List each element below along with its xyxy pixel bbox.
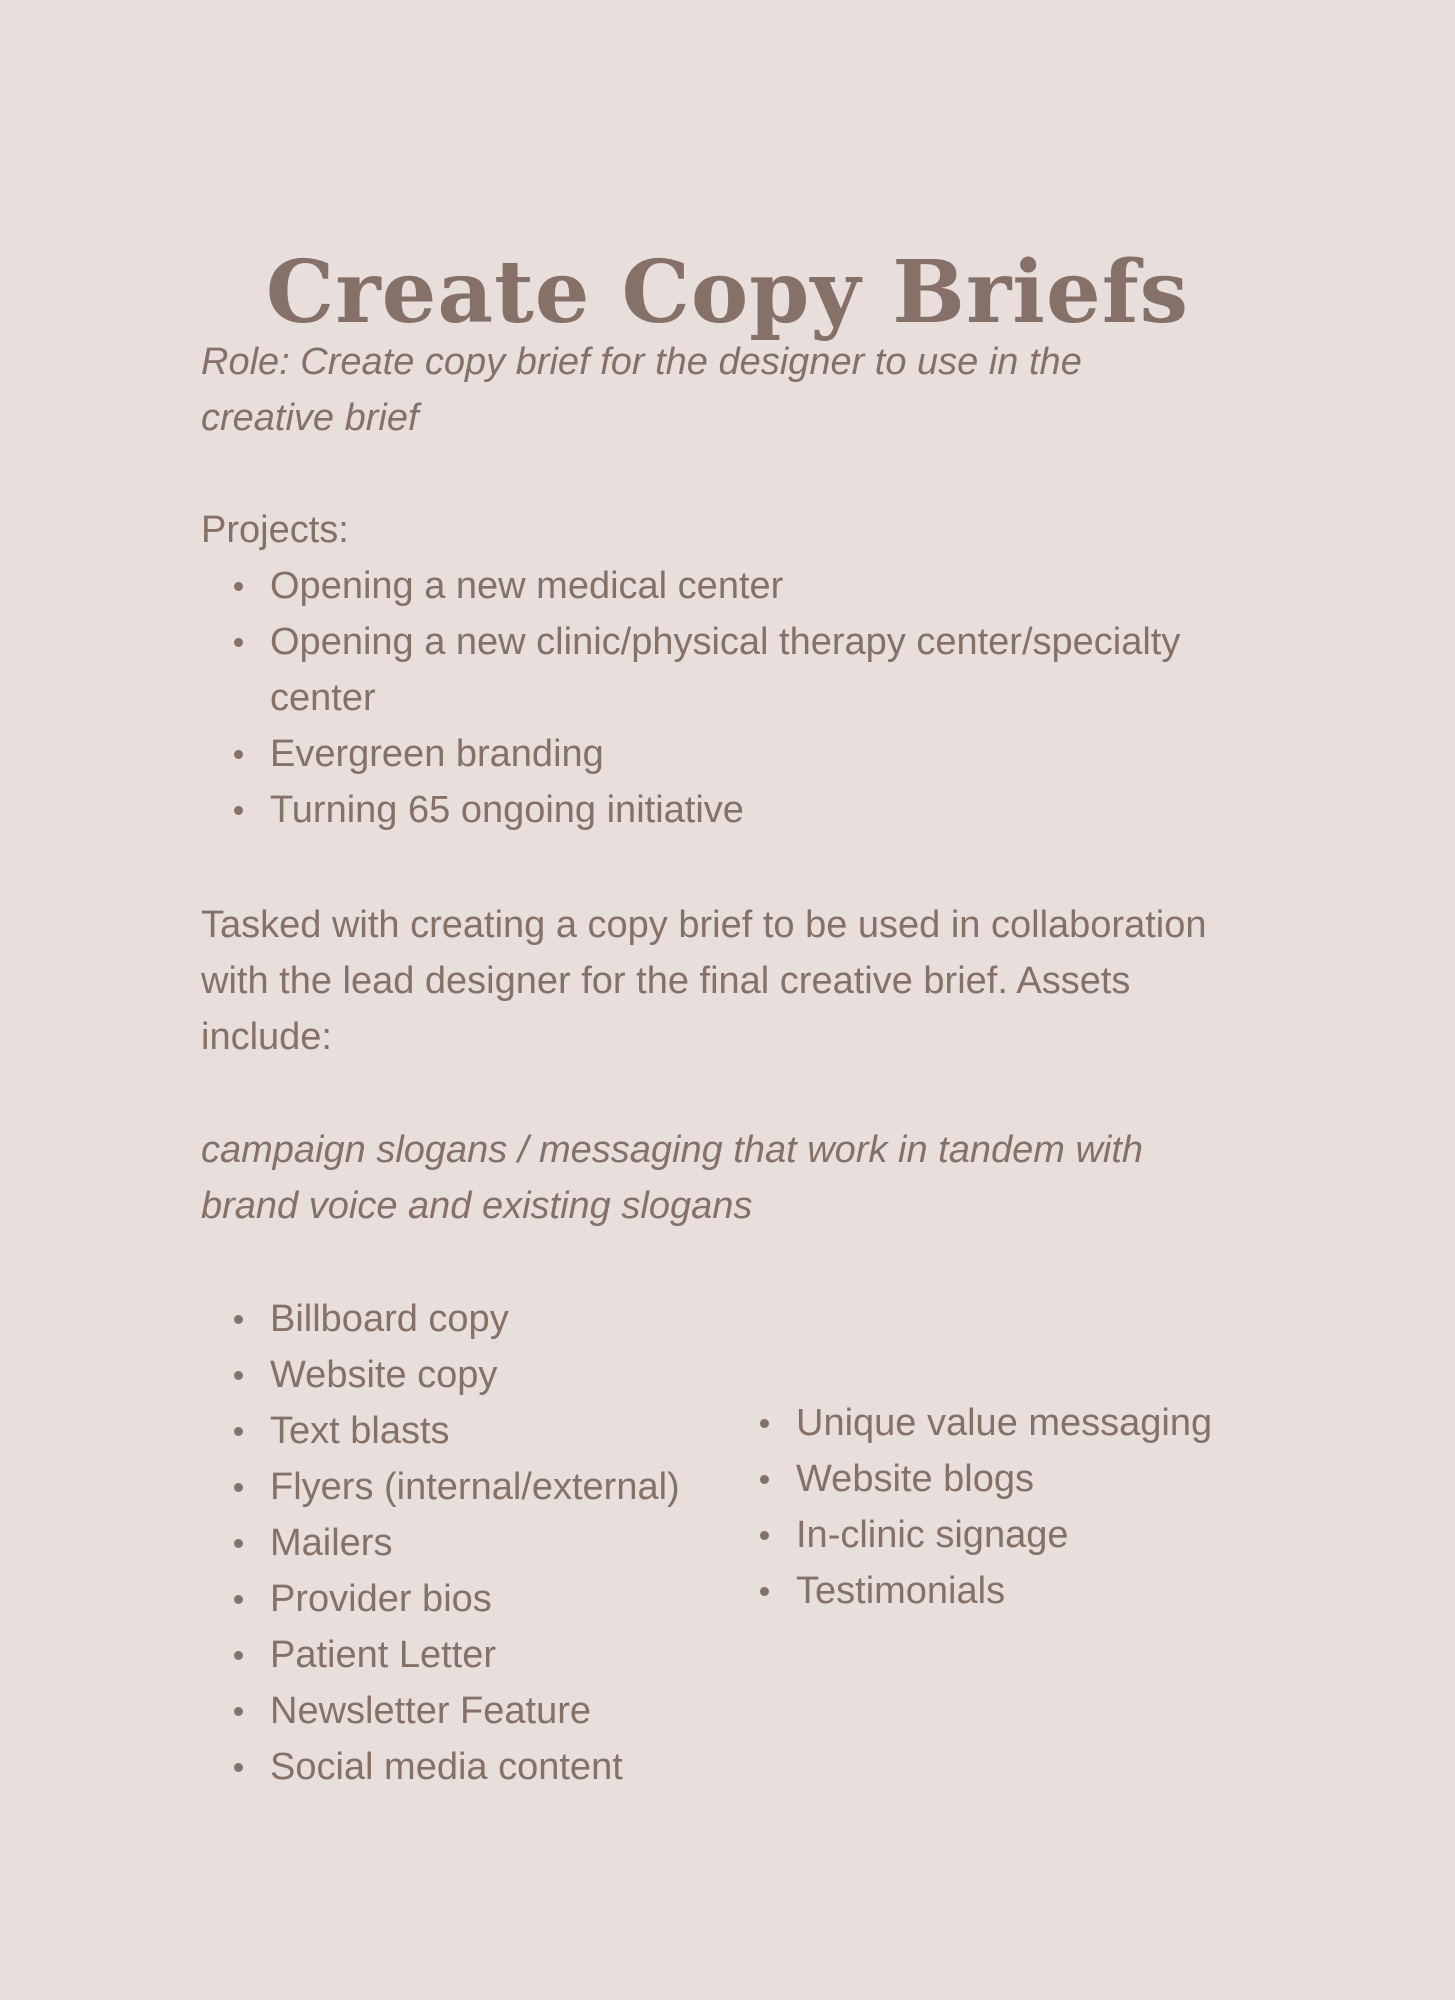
- list-item: Website blogs: [727, 1451, 1327, 1507]
- list-item: In-clinic signage: [727, 1507, 1327, 1563]
- task-description: Tasked with creating a copy brief to be used in collaboration with the lead designer for the final creative brief. Assets include:: [201, 904, 1207, 1058]
- list-item: Testimonials: [727, 1563, 1327, 1619]
- assets-list-left: [201, 1291, 761, 1795]
- list-item: Unique value messaging: [727, 1395, 1327, 1451]
- list-item: Newsletter Feature: [201, 1683, 761, 1739]
- list-item: Opening a new medical center: [201, 558, 1281, 614]
- page-title: Create Copy Briefs: [265, 241, 1190, 343]
- slogans-note: campaign slogans / messaging that work in tandem with brand voice and existing slogans: [201, 1129, 1144, 1227]
- list-item: Patient Letter: [201, 1627, 761, 1683]
- list-item: Text blasts: [201, 1403, 761, 1459]
- projects-label: Projects:: [201, 509, 349, 551]
- list-item: Social media content: [201, 1739, 761, 1795]
- list-item: Billboard copy: [201, 1291, 761, 1347]
- projects-list: [201, 558, 1281, 838]
- list-item: Flyers (internal/external): [201, 1459, 761, 1515]
- role-statement: Role: Create copy brief for the designer to use in the creative brief: [201, 341, 1082, 439]
- list-item: Opening a new clinic/physical therapy center/specialty center: [201, 614, 1281, 726]
- assets-list-right: [727, 1395, 1327, 1619]
- list-item: Provider bios: [201, 1571, 761, 1627]
- list-item: Evergreen branding: [201, 726, 1281, 782]
- list-item: Website copy: [201, 1347, 761, 1403]
- list-item: Mailers: [201, 1515, 761, 1571]
- list-item: Turning 65 ongoing initiative: [201, 782, 1281, 838]
